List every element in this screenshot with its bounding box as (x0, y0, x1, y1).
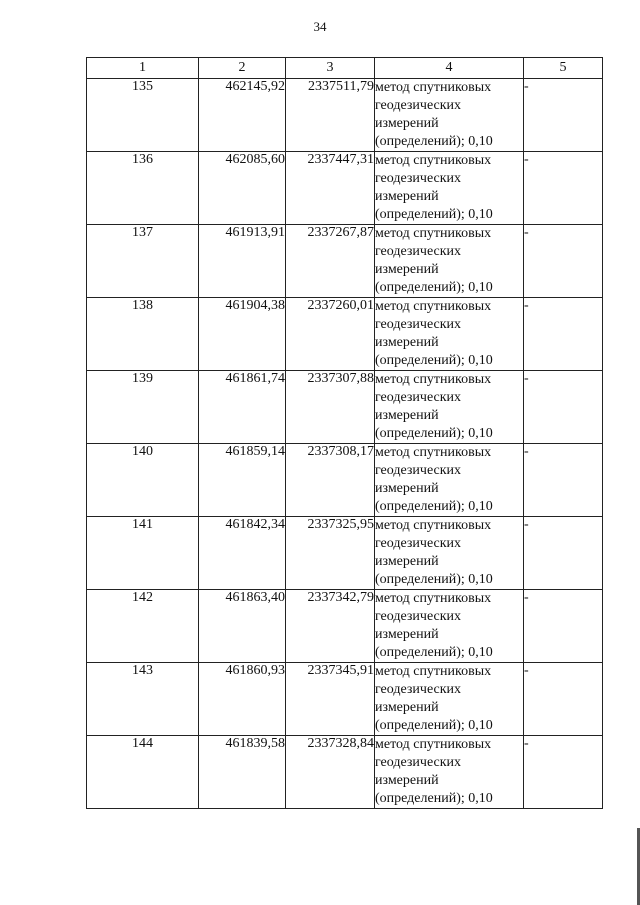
table-row (87, 79, 603, 152)
method-line: метод спутниковых (375, 664, 492, 679)
x-coordinate-cell: 461842,34 (199, 517, 286, 590)
method-cell (375, 517, 524, 590)
y-coordinate-cell: 2337308,17 (286, 444, 375, 517)
note-cell: - (524, 298, 603, 371)
method-line: (определений); 0,10 (375, 426, 493, 441)
y-coordinate-cell: 2337345,91 (286, 663, 375, 736)
point-number-cell: 141 (87, 517, 199, 590)
method-cell (375, 444, 524, 517)
method-cell (375, 298, 524, 371)
note-cell: - (524, 225, 603, 298)
note-cell: - (524, 79, 603, 152)
x-coordinate-cell: 462145,92 (199, 79, 286, 152)
header-col-5: 5 (524, 58, 603, 79)
header-col-2: 2 (199, 58, 286, 79)
method-line: геодезических (375, 390, 462, 405)
method-line: метод спутниковых (375, 737, 492, 752)
method-line: геодезических (375, 536, 462, 551)
y-coordinate-cell: 2337325,95 (286, 517, 375, 590)
method-line: (определений); 0,10 (375, 134, 493, 149)
method-line: измерений (375, 189, 439, 204)
table-row (87, 517, 603, 590)
x-coordinate-cell: 461859,14 (199, 444, 286, 517)
method-line: (определений); 0,10 (375, 353, 493, 368)
x-coordinate-cell: 461913,91 (199, 225, 286, 298)
method-line: геодезических (375, 755, 462, 770)
table-row (87, 298, 603, 371)
method-line: метод спутниковых (375, 445, 492, 460)
point-number-cell: 140 (87, 444, 199, 517)
method-line: измерений (375, 408, 439, 423)
method-line: измерений (375, 554, 439, 569)
x-coordinate-cell: 461861,74 (199, 371, 286, 444)
method-line: (определений); 0,10 (375, 572, 493, 587)
method-line: измерений (375, 481, 439, 496)
y-coordinate-cell: 2337260,01 (286, 298, 375, 371)
x-coordinate-cell: 461904,38 (199, 298, 286, 371)
table-row (87, 371, 603, 444)
method-line: измерений (375, 627, 439, 642)
point-number-cell: 135 (87, 79, 199, 152)
table-row (87, 590, 603, 663)
method-line: геодезических (375, 98, 462, 113)
method-cell (375, 371, 524, 444)
point-number-cell: 137 (87, 225, 199, 298)
point-number-cell: 138 (87, 298, 199, 371)
header-col-3: 3 (286, 58, 375, 79)
method-line: (определений); 0,10 (375, 499, 493, 514)
method-cell (375, 152, 524, 225)
method-cell (375, 79, 524, 152)
table-header-row (87, 58, 603, 79)
method-line: (определений); 0,10 (375, 718, 493, 733)
method-line: геодезических (375, 609, 462, 624)
method-line: измерений (375, 116, 439, 131)
method-line: метод спутниковых (375, 518, 492, 533)
x-coordinate-cell: 461863,40 (199, 590, 286, 663)
point-number-cell: 139 (87, 371, 199, 444)
table-row (87, 152, 603, 225)
point-number-cell: 136 (87, 152, 199, 225)
note-cell: - (524, 663, 603, 736)
note-cell: - (524, 590, 603, 663)
table-row (87, 663, 603, 736)
method-line: метод спутниковых (375, 153, 492, 168)
method-cell (375, 736, 524, 809)
table-row (87, 444, 603, 517)
method-line: геодезических (375, 317, 462, 332)
method-line: геодезических (375, 244, 462, 259)
method-cell (375, 663, 524, 736)
method-line: (определений); 0,10 (375, 645, 493, 660)
method-line: геодезических (375, 463, 462, 478)
x-coordinate-cell: 462085,60 (199, 152, 286, 225)
method-line: (определений); 0,10 (375, 791, 493, 806)
method-line: геодезических (375, 682, 462, 697)
coordinates-table (86, 57, 603, 809)
x-coordinate-cell: 461860,93 (199, 663, 286, 736)
table-row (87, 736, 603, 809)
method-line: (определений); 0,10 (375, 207, 493, 222)
method-line: метод спутниковых (375, 299, 492, 314)
table-row (87, 225, 603, 298)
method-line: измерений (375, 335, 439, 350)
method-line: измерений (375, 262, 439, 277)
header-col-4: 4 (375, 58, 524, 79)
y-coordinate-cell: 2337307,88 (286, 371, 375, 444)
x-coordinate-cell: 461839,58 (199, 736, 286, 809)
method-cell (375, 590, 524, 663)
method-line: (определений); 0,10 (375, 280, 493, 295)
y-coordinate-cell: 2337342,79 (286, 590, 375, 663)
note-cell: - (524, 517, 603, 590)
method-cell (375, 225, 524, 298)
header-col-1: 1 (87, 58, 199, 79)
method-line: метод спутниковых (375, 372, 492, 387)
note-cell: - (524, 152, 603, 225)
y-coordinate-cell: 2337511,79 (286, 79, 375, 152)
method-line: метод спутниковых (375, 80, 492, 95)
note-cell: - (524, 736, 603, 809)
method-line: геодезических (375, 171, 462, 186)
method-line: метод спутниковых (375, 226, 492, 241)
table-body (87, 79, 603, 809)
y-coordinate-cell: 2337447,31 (286, 152, 375, 225)
method-line: метод спутниковых (375, 591, 492, 606)
point-number-cell: 142 (87, 590, 199, 663)
page-number: 34 (313, 19, 327, 34)
method-line: измерений (375, 773, 439, 788)
y-coordinate-cell: 2337267,87 (286, 225, 375, 298)
note-cell: - (524, 371, 603, 444)
point-number-cell: 144 (87, 736, 199, 809)
point-number-cell: 143 (87, 663, 199, 736)
method-line: измерений (375, 700, 439, 715)
note-cell: - (524, 444, 603, 517)
y-coordinate-cell: 2337328,84 (286, 736, 375, 809)
